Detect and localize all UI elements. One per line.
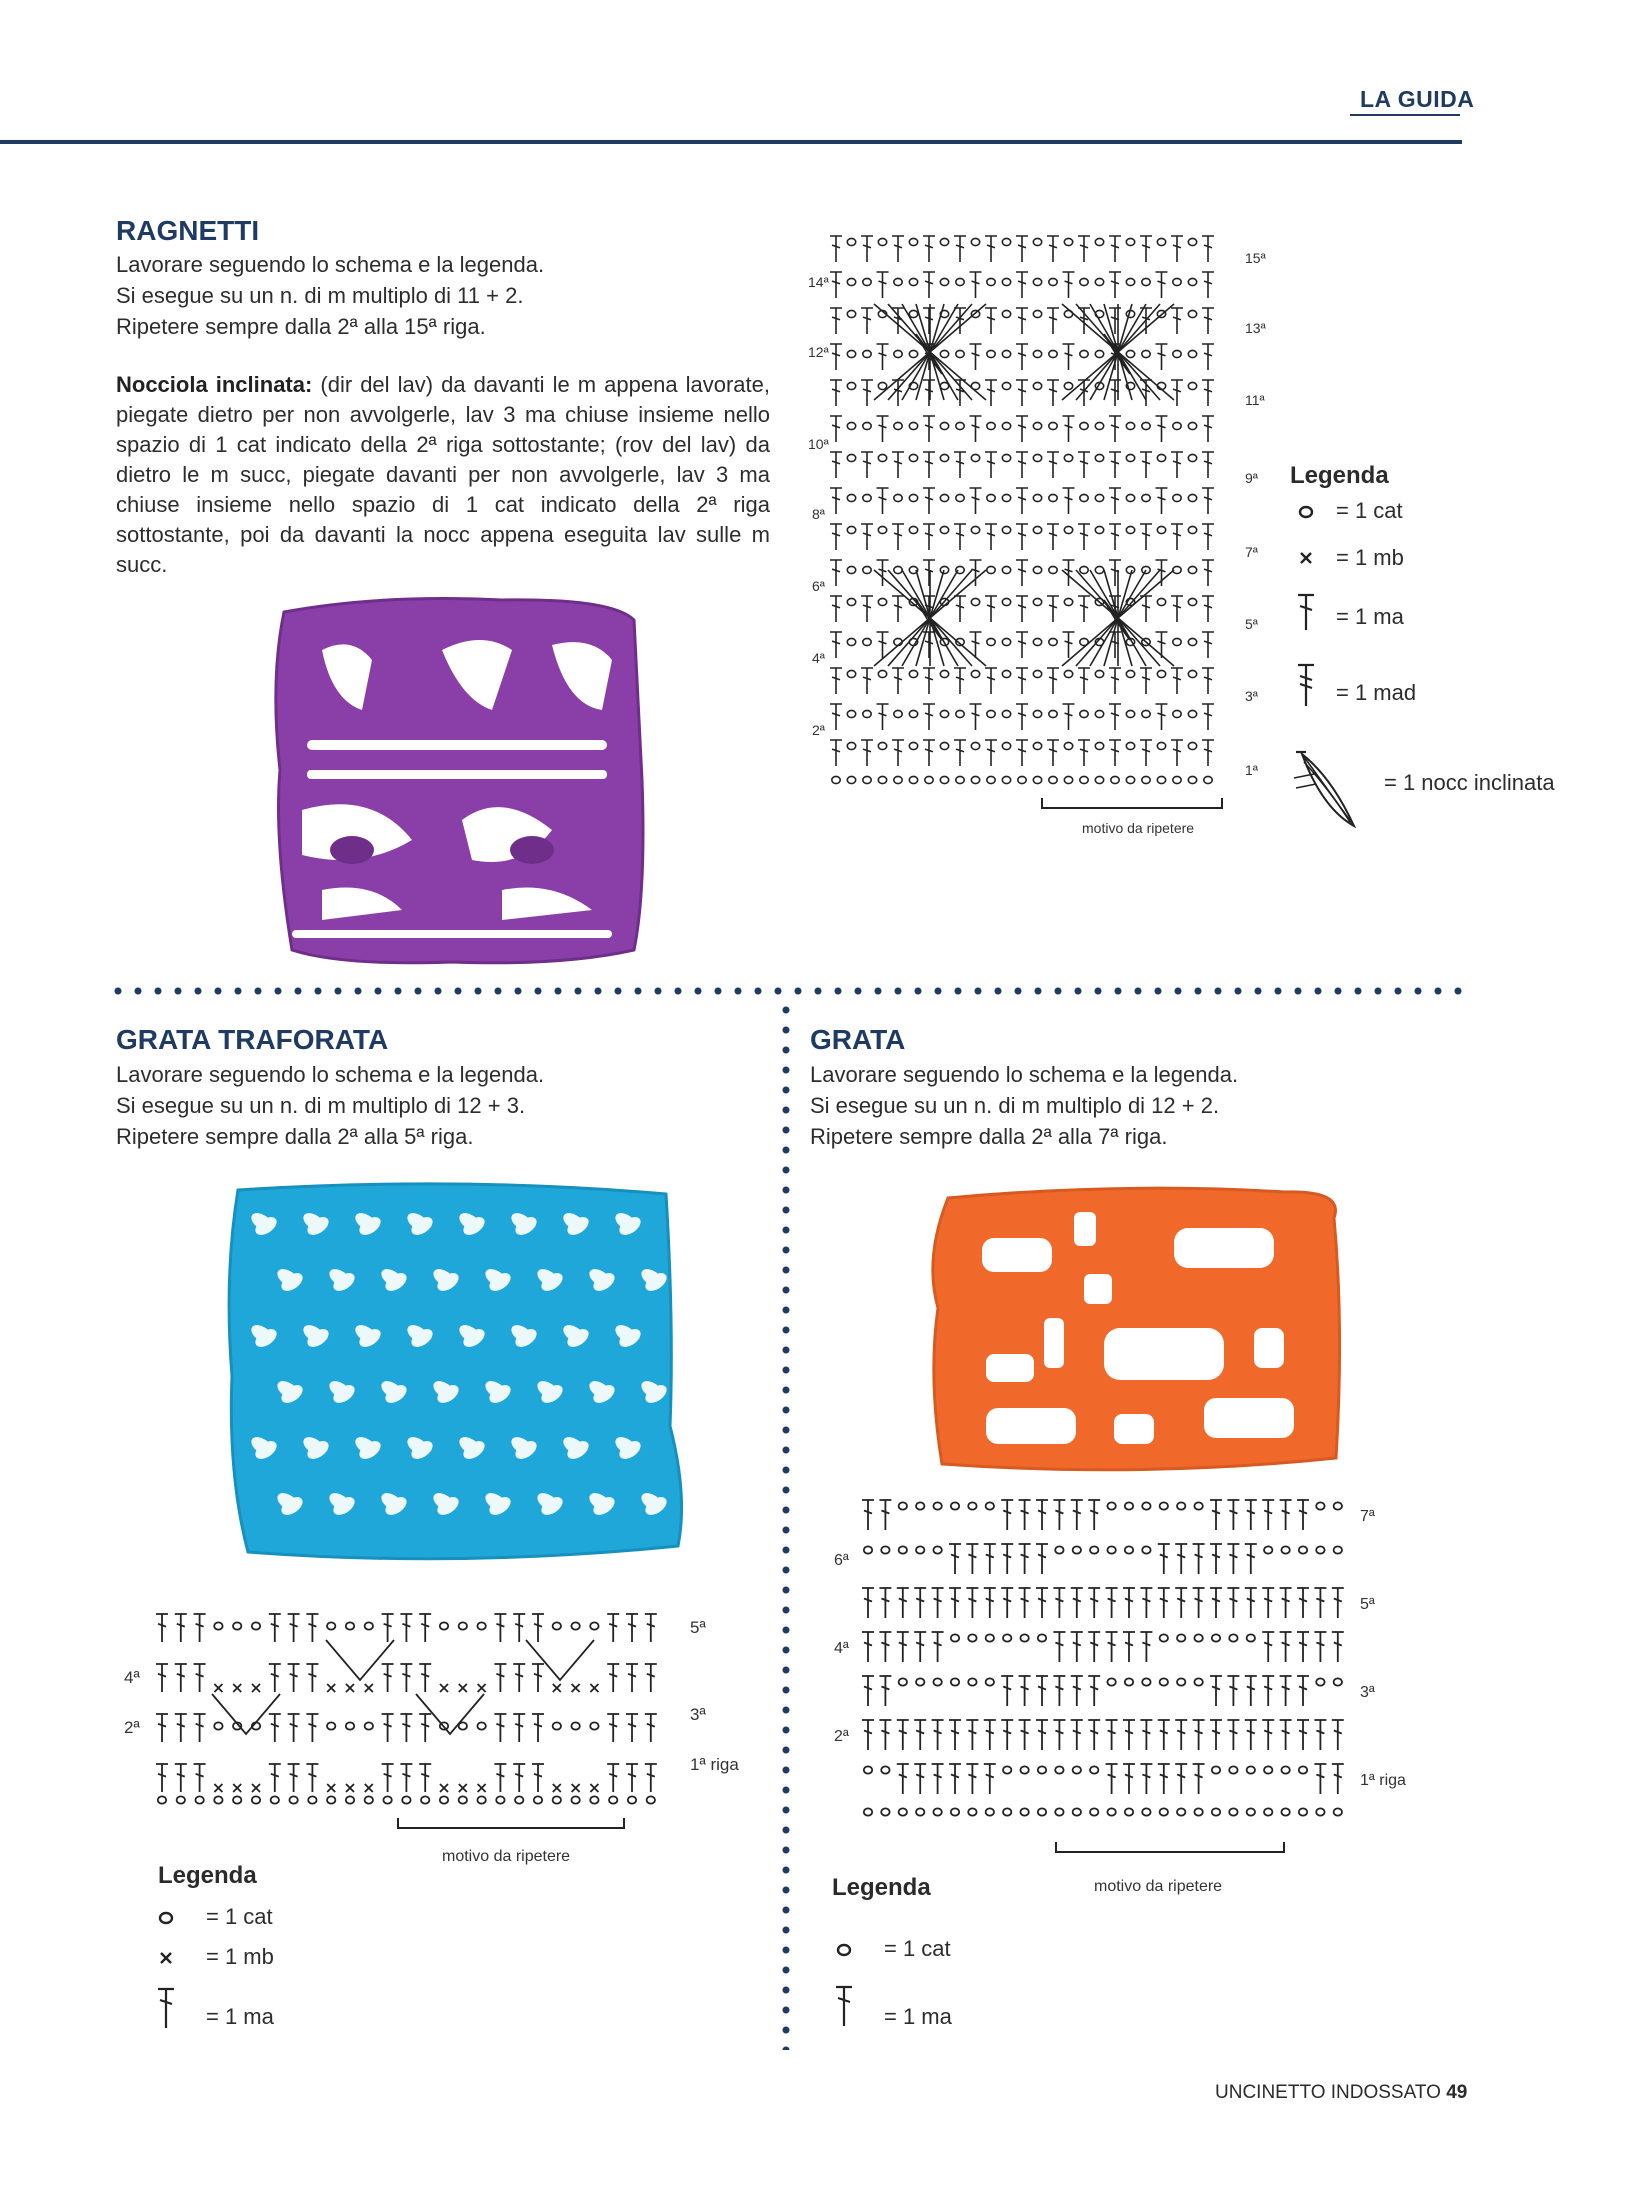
- legend-title: Legenda: [832, 1874, 931, 1901]
- row-label: 15ª: [1245, 250, 1266, 266]
- chain-icon: [1296, 502, 1316, 522]
- double-crochet-icon: [1294, 592, 1318, 632]
- row-label: 3ª: [1245, 688, 1258, 704]
- ragnetti-swatch-photo: [262, 590, 654, 970]
- row-label: 14ª: [808, 274, 829, 290]
- page-footer: [1215, 2082, 1467, 2104]
- grata-traforata-line: Ripetere sempre dalla 2ª alla 5ª riga.: [116, 1124, 474, 1149]
- grata-traforata-title: GRATA TRAFORATA: [116, 1024, 389, 1055]
- double-crochet-icon: [832, 1984, 856, 2028]
- ragnetti-line: Lavorare seguendo lo schema e la legenda.: [116, 252, 545, 277]
- row-label: 11ª: [1245, 392, 1265, 408]
- grata-line: Lavorare seguendo lo schema e la legenda.: [810, 1062, 1239, 1087]
- legend-item-text: = 1 cat: [884, 1936, 951, 1961]
- chain-icon: [834, 1940, 854, 1960]
- single-crochet-icon: [1296, 548, 1316, 568]
- grata-traforata-swatch-photo: [218, 1176, 688, 1566]
- grata-intro: [810, 1059, 1450, 1152]
- magazine-name: UNCINETTO INDOSSATO: [1215, 2082, 1441, 2103]
- row-label: 6ª: [834, 1552, 849, 1569]
- dotted-separator-vertical: [781, 1000, 791, 2050]
- row-label: 2ª: [124, 1718, 140, 1737]
- legend-item-text: = 1 ma: [206, 2004, 274, 2029]
- legend-title: Legenda: [1290, 462, 1389, 489]
- row-label: 5ª: [1360, 1596, 1375, 1613]
- ragnetti-chart: [830, 232, 1240, 792]
- row-label: 10ª: [808, 436, 829, 452]
- legend-item-text: = 1 nocc inclinata: [1384, 770, 1555, 795]
- grata-traforata-intro: [116, 1059, 756, 1152]
- legend-item-text: = 1 ma: [1336, 604, 1404, 629]
- slanted-puff-icon: [1292, 748, 1364, 832]
- row-label: 4ª: [834, 1640, 849, 1657]
- ragnetti-nocciola-description: [116, 370, 770, 580]
- row-label: 1ª riga: [690, 1755, 739, 1774]
- row-label: 6ª: [812, 578, 825, 594]
- legend-item-text: = 1 cat: [1336, 498, 1403, 523]
- nocciola-text: (dir del lav) da davanti le m appena lavorate, piegate dietro per non avvolgerle, lav 3 ma chiuse insieme nello spazio di 1 cat indicato della 2ª riga sottostante; (rov del lav) da dietro le m succ, piegate davanti per non avvolgerle, lav 3 ma chiuse insieme nello spazio di 1 cat indicato della 2ª riga sottostante, poi da davanti la nocc appena eseguita lav sulle m succ.: [116, 372, 770, 577]
- ragnetti-line: Si esegue su un n. di m multiplo di 11 + 2.: [116, 283, 524, 308]
- legend-item-text: = 1 mb: [206, 1944, 274, 1969]
- ragnetti-intro: [116, 249, 776, 342]
- row-label: 1ª: [1245, 762, 1258, 778]
- row-label: 13ª: [1245, 320, 1266, 336]
- grata-traforata-line: Lavorare seguendo lo schema e la legenda.: [116, 1062, 545, 1087]
- section-label: LA GUIDA: [1360, 86, 1475, 112]
- row-label: 7ª: [1360, 1508, 1375, 1525]
- row-label: 2ª: [812, 722, 825, 738]
- row-label: 12ª: [808, 344, 829, 360]
- grata-traforata-chart: [150, 1602, 690, 1812]
- header-underline: [1350, 114, 1460, 116]
- row-label: 4ª: [124, 1668, 140, 1687]
- legend-item-text: = 1 cat: [206, 1904, 273, 1929]
- header-rule: [0, 140, 1462, 144]
- chain-icon: [156, 1908, 176, 1928]
- repeat-bracket: [1040, 798, 1224, 812]
- row-label: 5ª: [690, 1618, 706, 1637]
- single-crochet-icon: [156, 1948, 176, 1968]
- grata-line: Ripetere sempre dalla 2ª alla 7ª riga.: [810, 1124, 1168, 1149]
- nocciola-term: Nocciola inclinata:: [116, 372, 313, 397]
- grata-chart: [858, 1494, 1358, 1834]
- grata-traforata-line: Si esegue su un n. di m multiplo di 12 + 3.: [116, 1093, 526, 1118]
- ragnetti-line: Ripetere sempre dalla 2ª alla 15ª riga.: [116, 314, 486, 339]
- motivo-label: motivo da ripetere: [1094, 1878, 1223, 1895]
- row-label: 8ª: [812, 506, 825, 522]
- row-label: 3ª: [1360, 1684, 1375, 1701]
- motivo-label: motivo da ripetere: [442, 1848, 571, 1865]
- legend-item-text: = 1 mad: [1336, 680, 1417, 705]
- motivo-label: motivo da ripetere: [1082, 820, 1195, 836]
- page-number: 49: [1446, 2082, 1468, 2103]
- dotted-separator-horizontal: [108, 986, 1468, 996]
- row-label: 4ª: [812, 650, 825, 666]
- repeat-bracket: [1054, 1842, 1286, 1856]
- ragnetti-title: RAGNETTI: [116, 215, 260, 246]
- grata-line: Si esegue su un n. di m multiplo di 12 + 2.: [810, 1093, 1220, 1118]
- treble-crochet-icon: [1294, 662, 1318, 708]
- legend-item-text: = 1 mb: [1336, 545, 1404, 570]
- row-label: 7ª: [1245, 544, 1258, 560]
- legend-title: Legenda: [158, 1862, 257, 1889]
- row-label: 2ª: [834, 1728, 849, 1745]
- double-crochet-icon: [154, 1986, 178, 2030]
- grata-title: GRATA: [810, 1024, 906, 1055]
- repeat-bracket: [396, 1818, 626, 1832]
- row-label: 9ª: [1245, 470, 1258, 486]
- row-label: 5ª: [1245, 616, 1258, 632]
- row-label: 1ª riga: [1360, 1772, 1406, 1789]
- row-label: 3ª: [690, 1705, 706, 1724]
- grata-swatch-photo: [924, 1178, 1356, 1478]
- legend-item-text: = 1 ma: [884, 2004, 952, 2029]
